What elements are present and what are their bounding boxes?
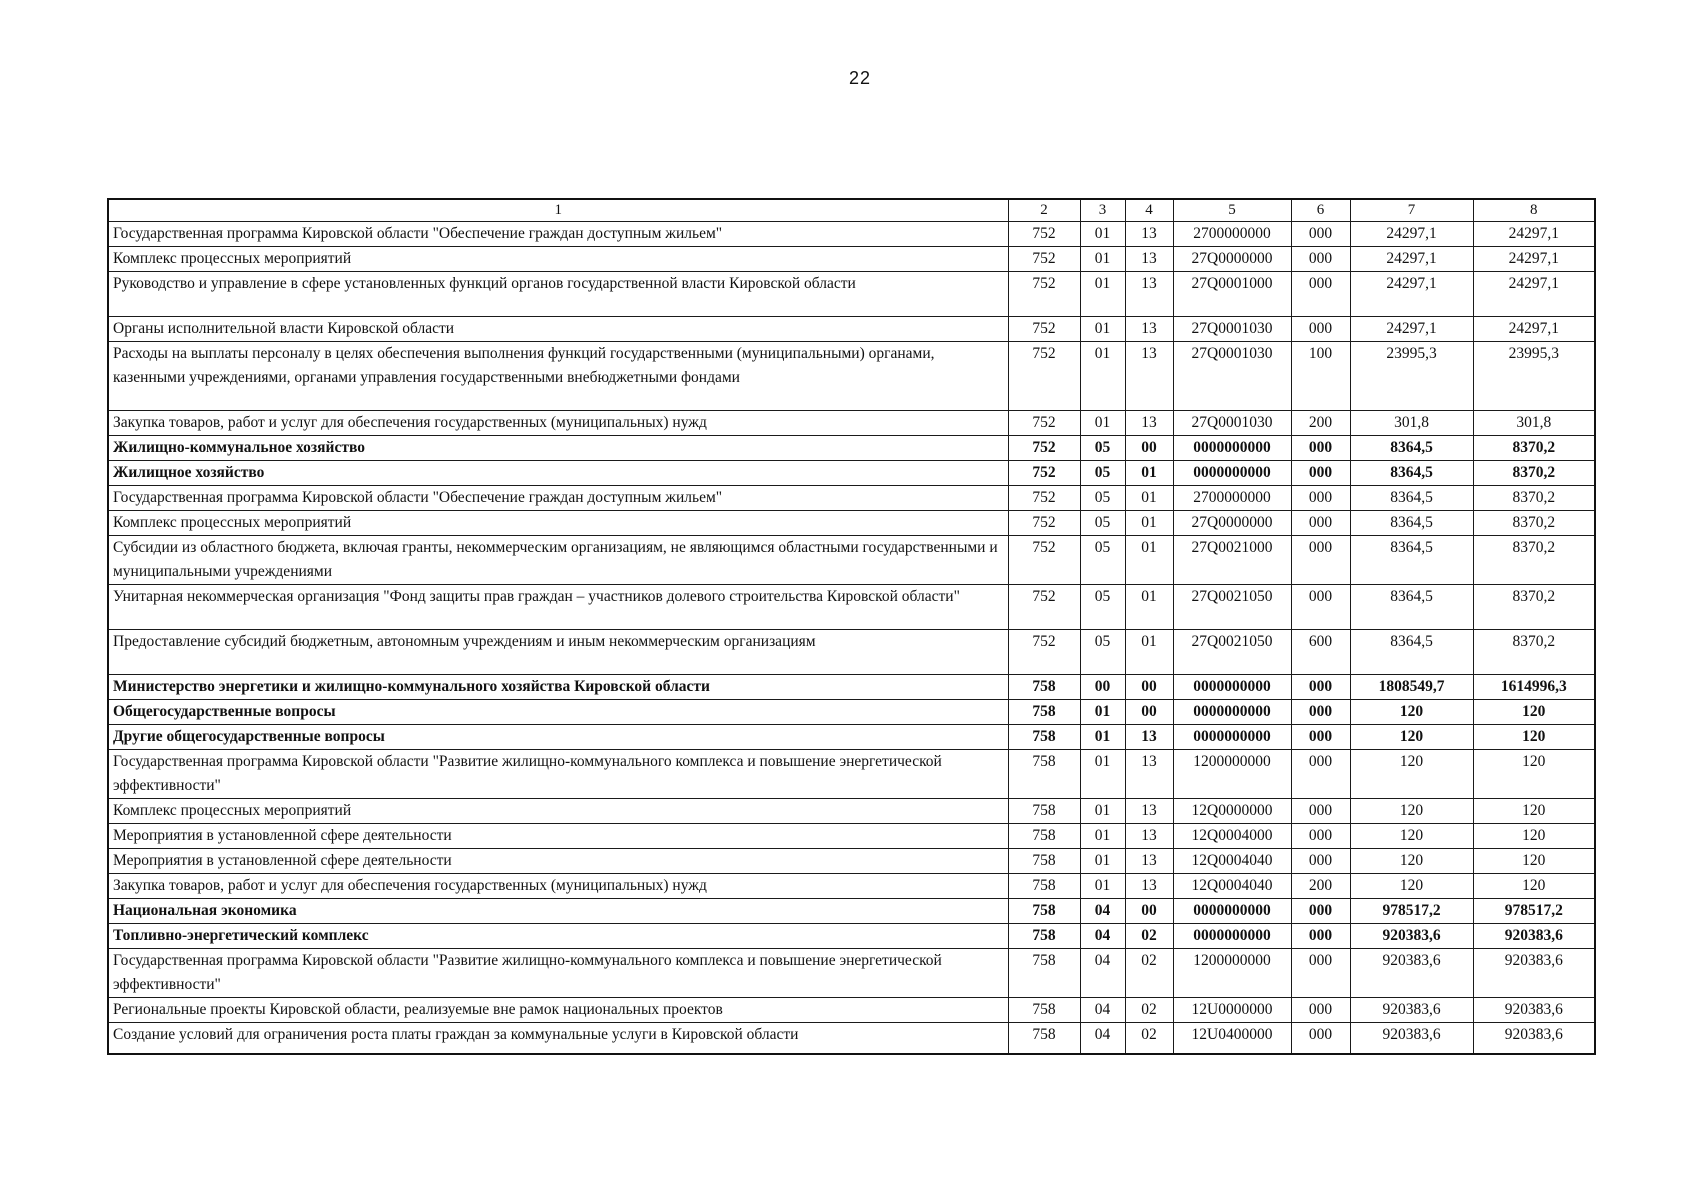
subsection-code: 13 (1125, 272, 1173, 317)
amount-year-2: 301,8 (1473, 411, 1595, 436)
amount-year-1: 120 (1350, 824, 1473, 849)
target-article-code: 27Q0021050 (1173, 585, 1291, 630)
item-name: Жилищное хозяйство (108, 461, 1008, 486)
table-row (108, 511, 1595, 536)
amount-year-1: 120 (1350, 700, 1473, 725)
expense-type-code: 000 (1291, 700, 1350, 725)
amount-year-2: 8370,2 (1473, 461, 1595, 486)
admin-code: 752 (1008, 486, 1080, 511)
table-row (108, 436, 1595, 461)
target-article-code: 27Q0001000 (1173, 272, 1291, 317)
table-row (108, 272, 1595, 317)
amount-year-2: 120 (1473, 725, 1595, 750)
subsection-code: 01 (1125, 536, 1173, 585)
expense-type-code: 000 (1291, 899, 1350, 924)
admin-code: 758 (1008, 700, 1080, 725)
item-name: Закупка товаров, работ и услуг для обеспечения государственных (муниципальных) нужд (108, 411, 1008, 436)
expense-type-code: 000 (1291, 247, 1350, 272)
section-code: 00 (1080, 675, 1125, 700)
table-row (108, 725, 1595, 750)
expense-type-code: 000 (1291, 675, 1350, 700)
item-name: Национальная экономика (108, 899, 1008, 924)
admin-code: 752 (1008, 436, 1080, 461)
amount-year-1: 920383,6 (1350, 924, 1473, 949)
admin-code: 758 (1008, 924, 1080, 949)
section-code: 01 (1080, 750, 1125, 799)
amount-year-2: 120 (1473, 799, 1595, 824)
amount-year-2: 23995,3 (1473, 342, 1595, 411)
section-code: 04 (1080, 949, 1125, 998)
subsection-code: 13 (1125, 849, 1173, 874)
admin-code: 752 (1008, 461, 1080, 486)
section-code: 01 (1080, 700, 1125, 725)
subsection-code: 01 (1125, 585, 1173, 630)
amount-year-2: 920383,6 (1473, 998, 1595, 1023)
amount-year-2: 8370,2 (1473, 585, 1595, 630)
section-code: 04 (1080, 899, 1125, 924)
amount-year-2: 24297,1 (1473, 222, 1595, 247)
item-name: Субсидии из областного бюджета, включая гранты, некоммерческим организациям, не являющимся областными государственными и муниципальными учреждениями (108, 536, 1008, 585)
admin-code: 752 (1008, 222, 1080, 247)
subsection-code: 13 (1125, 824, 1173, 849)
section-code: 01 (1080, 272, 1125, 317)
admin-code: 752 (1008, 247, 1080, 272)
amount-year-1: 120 (1350, 849, 1473, 874)
amount-year-2: 24297,1 (1473, 317, 1595, 342)
amount-year-1: 8364,5 (1350, 436, 1473, 461)
target-article-code: 2700000000 (1173, 222, 1291, 247)
item-name: Министерство энергетики и жилищно-коммунального хозяйства Кировской области (108, 675, 1008, 700)
column-header: 1 (108, 199, 1008, 222)
item-name: Жилищно-коммунальное хозяйство (108, 436, 1008, 461)
amount-year-1: 120 (1350, 874, 1473, 899)
subsection-code: 00 (1125, 899, 1173, 924)
table-row (108, 536, 1595, 585)
amount-year-1: 24297,1 (1350, 247, 1473, 272)
amount-year-2: 120 (1473, 824, 1595, 849)
target-article-code: 0000000000 (1173, 461, 1291, 486)
target-article-code: 1200000000 (1173, 750, 1291, 799)
subsection-code: 02 (1125, 949, 1173, 998)
subsection-code: 13 (1125, 799, 1173, 824)
target-article-code: 27Q0000000 (1173, 247, 1291, 272)
item-name: Унитарная некоммерческая организация "Фонд защиты прав граждан – участников долевого строительства Кировской области" (108, 585, 1008, 630)
subsection-code: 02 (1125, 998, 1173, 1023)
target-article-code: 12Q0004040 (1173, 849, 1291, 874)
expense-type-code: 000 (1291, 511, 1350, 536)
item-name: Закупка товаров, работ и услуг для обеспечения государственных (муниципальных) нужд (108, 874, 1008, 899)
section-code: 01 (1080, 849, 1125, 874)
target-article-code: 0000000000 (1173, 725, 1291, 750)
subsection-code: 01 (1125, 461, 1173, 486)
item-name: Региональные проекты Кировской области, реализуемые вне рамок национальных проектов (108, 998, 1008, 1023)
item-name: Расходы на выплаты персоналу в целях обеспечения выполнения функций государственными (муниципальными) органами, казенными учреждениями, органами управления государственными внебюджетными фондами (108, 342, 1008, 411)
amount-year-1: 1808549,7 (1350, 675, 1473, 700)
item-name: Предоставление субсидий бюджетным, автономным учреждениям и иным некоммерческим организациям (108, 630, 1008, 675)
expense-type-code: 000 (1291, 799, 1350, 824)
amount-year-2: 24297,1 (1473, 247, 1595, 272)
target-article-code: 0000000000 (1173, 924, 1291, 949)
section-code: 01 (1080, 824, 1125, 849)
expense-type-code: 000 (1291, 725, 1350, 750)
section-code: 05 (1080, 461, 1125, 486)
section-code: 05 (1080, 511, 1125, 536)
target-article-code: 12U0400000 (1173, 1023, 1291, 1055)
item-name: Создание условий для ограничения роста платы граждан за коммунальные услуги в Кировской области (108, 1023, 1008, 1055)
section-code: 04 (1080, 924, 1125, 949)
amount-year-2: 8370,2 (1473, 511, 1595, 536)
amount-year-1: 920383,6 (1350, 949, 1473, 998)
item-name: Комплекс процессных мероприятий (108, 511, 1008, 536)
amount-year-2: 120 (1473, 874, 1595, 899)
table-row (108, 750, 1595, 799)
table-row (108, 486, 1595, 511)
header-row (108, 199, 1595, 222)
expense-type-code: 200 (1291, 411, 1350, 436)
section-code: 01 (1080, 799, 1125, 824)
amount-year-1: 120 (1350, 799, 1473, 824)
item-name: Комплекс процессных мероприятий (108, 247, 1008, 272)
admin-code: 752 (1008, 317, 1080, 342)
expense-type-code: 600 (1291, 630, 1350, 675)
subsection-code: 01 (1125, 630, 1173, 675)
item-name: Другие общегосударственные вопросы (108, 725, 1008, 750)
column-header: 5 (1173, 199, 1291, 222)
target-article-code: 27Q0021000 (1173, 536, 1291, 585)
amount-year-1: 8364,5 (1350, 585, 1473, 630)
table-row (108, 675, 1595, 700)
target-article-code: 12U0000000 (1173, 998, 1291, 1023)
expense-type-code: 000 (1291, 585, 1350, 630)
amount-year-1: 920383,6 (1350, 1023, 1473, 1055)
admin-code: 752 (1008, 342, 1080, 411)
admin-code: 758 (1008, 675, 1080, 700)
amount-year-2: 24297,1 (1473, 272, 1595, 317)
item-name: Государственная программа Кировской области "Обеспечение граждан доступным жильем" (108, 486, 1008, 511)
subsection-code: 00 (1125, 675, 1173, 700)
section-code: 05 (1080, 585, 1125, 630)
item-name: Государственная программа Кировской области "Развитие жилищно-коммунального комплекса и повышение энергетической эффективности" (108, 949, 1008, 998)
subsection-code: 02 (1125, 1023, 1173, 1055)
expense-type-code: 000 (1291, 949, 1350, 998)
amount-year-2: 8370,2 (1473, 630, 1595, 675)
target-article-code: 27Q0001030 (1173, 317, 1291, 342)
amount-year-1: 120 (1350, 750, 1473, 799)
amount-year-2: 8370,2 (1473, 486, 1595, 511)
item-name: Государственная программа Кировской области "Обеспечение граждан доступным жильем" (108, 222, 1008, 247)
amount-year-1: 8364,5 (1350, 536, 1473, 585)
admin-code: 758 (1008, 750, 1080, 799)
admin-code: 752 (1008, 536, 1080, 585)
column-header: 3 (1080, 199, 1125, 222)
table-row (108, 1023, 1595, 1055)
subsection-code: 13 (1125, 222, 1173, 247)
subsection-code: 13 (1125, 247, 1173, 272)
item-name: Государственная программа Кировской области "Развитие жилищно-коммунального комплекса и повышение энергетической эффективности" (108, 750, 1008, 799)
column-header: 2 (1008, 199, 1080, 222)
section-code: 05 (1080, 486, 1125, 511)
admin-code: 752 (1008, 511, 1080, 536)
amount-year-2: 120 (1473, 750, 1595, 799)
budget-table (107, 198, 1596, 1055)
subsection-code: 13 (1125, 874, 1173, 899)
table-row (108, 342, 1595, 411)
expense-type-code: 000 (1291, 317, 1350, 342)
expense-type-code: 100 (1291, 342, 1350, 411)
expense-type-code: 000 (1291, 750, 1350, 799)
section-code: 04 (1080, 998, 1125, 1023)
table-row (108, 899, 1595, 924)
admin-code: 758 (1008, 874, 1080, 899)
target-article-code: 0000000000 (1173, 436, 1291, 461)
amount-year-1: 23995,3 (1350, 342, 1473, 411)
expense-type-code: 000 (1291, 824, 1350, 849)
admin-code: 752 (1008, 630, 1080, 675)
amount-year-1: 301,8 (1350, 411, 1473, 436)
expense-type-code: 000 (1291, 849, 1350, 874)
table-row (108, 824, 1595, 849)
amount-year-1: 920383,6 (1350, 998, 1473, 1023)
item-name: Комплекс процессных мероприятий (108, 799, 1008, 824)
table-row (108, 461, 1595, 486)
target-article-code: 0000000000 (1173, 700, 1291, 725)
section-code: 01 (1080, 317, 1125, 342)
subsection-code: 02 (1125, 924, 1173, 949)
admin-code: 752 (1008, 411, 1080, 436)
expense-type-code: 000 (1291, 272, 1350, 317)
amount-year-2: 8370,2 (1473, 536, 1595, 585)
expense-type-code: 200 (1291, 874, 1350, 899)
section-code: 04 (1080, 1023, 1125, 1055)
section-code: 01 (1080, 222, 1125, 247)
amount-year-2: 920383,6 (1473, 949, 1595, 998)
subsection-code: 01 (1125, 511, 1173, 536)
target-article-code: 27Q0000000 (1173, 511, 1291, 536)
item-name: Руководство и управление в сфере установленных функций органов государственной власти Кировской области (108, 272, 1008, 317)
admin-code: 758 (1008, 899, 1080, 924)
table-row (108, 799, 1595, 824)
admin-code: 758 (1008, 1023, 1080, 1055)
target-article-code: 27Q0001030 (1173, 342, 1291, 411)
amount-year-1: 24297,1 (1350, 317, 1473, 342)
amount-year-2: 120 (1473, 700, 1595, 725)
amount-year-1: 8364,5 (1350, 486, 1473, 511)
table-row (108, 924, 1595, 949)
subsection-code: 13 (1125, 750, 1173, 799)
target-article-code: 2700000000 (1173, 486, 1291, 511)
section-code: 05 (1080, 436, 1125, 461)
expense-type-code: 000 (1291, 536, 1350, 585)
table-row (108, 411, 1595, 436)
column-header: 7 (1350, 199, 1473, 222)
amount-year-2: 120 (1473, 849, 1595, 874)
target-article-code: 0000000000 (1173, 899, 1291, 924)
amount-year-1: 120 (1350, 725, 1473, 750)
subsection-code: 00 (1125, 436, 1173, 461)
section-code: 01 (1080, 411, 1125, 436)
table-row (108, 222, 1595, 247)
amount-year-1: 8364,5 (1350, 630, 1473, 675)
section-code: 01 (1080, 342, 1125, 411)
expense-type-code: 000 (1291, 486, 1350, 511)
table-row (108, 630, 1595, 675)
admin-code: 758 (1008, 849, 1080, 874)
expense-type-code: 000 (1291, 924, 1350, 949)
amount-year-2: 8370,2 (1473, 436, 1595, 461)
section-code: 01 (1080, 874, 1125, 899)
amount-year-2: 920383,6 (1473, 1023, 1595, 1055)
section-code: 05 (1080, 536, 1125, 585)
amount-year-2: 920383,6 (1473, 924, 1595, 949)
admin-code: 752 (1008, 272, 1080, 317)
target-article-code: 12Q0004000 (1173, 824, 1291, 849)
expense-type-code: 000 (1291, 436, 1350, 461)
table-row (108, 700, 1595, 725)
target-article-code: 27Q0001030 (1173, 411, 1291, 436)
subsection-code: 13 (1125, 411, 1173, 436)
amount-year-1: 8364,5 (1350, 461, 1473, 486)
admin-code: 758 (1008, 799, 1080, 824)
admin-code: 758 (1008, 824, 1080, 849)
admin-code: 758 (1008, 998, 1080, 1023)
amount-year-2: 978517,2 (1473, 899, 1595, 924)
table-row (108, 874, 1595, 899)
target-article-code: 12Q0000000 (1173, 799, 1291, 824)
subsection-code: 13 (1125, 725, 1173, 750)
subsection-code: 01 (1125, 486, 1173, 511)
table-row (108, 998, 1595, 1023)
subsection-code: 00 (1125, 700, 1173, 725)
expense-type-code: 000 (1291, 461, 1350, 486)
item-name: Общегосударственные вопросы (108, 700, 1008, 725)
page-number: 22 (848, 68, 872, 88)
table-row (108, 247, 1595, 272)
table-body (108, 222, 1595, 1055)
amount-year-1: 24297,1 (1350, 272, 1473, 317)
amount-year-2: 1614996,3 (1473, 675, 1595, 700)
section-code: 01 (1080, 247, 1125, 272)
item-name: Мероприятия в установленной сфере деятельности (108, 849, 1008, 874)
section-code: 01 (1080, 725, 1125, 750)
column-header: 6 (1291, 199, 1350, 222)
expense-type-code: 000 (1291, 222, 1350, 247)
target-article-code: 1200000000 (1173, 949, 1291, 998)
table-row (108, 949, 1595, 998)
subsection-code: 13 (1125, 342, 1173, 411)
item-name: Топливно-энергетический комплекс (108, 924, 1008, 949)
section-code: 05 (1080, 630, 1125, 675)
target-article-code: 27Q0021050 (1173, 630, 1291, 675)
table-row (108, 849, 1595, 874)
amount-year-1: 978517,2 (1350, 899, 1473, 924)
table-row (108, 585, 1595, 630)
admin-code: 758 (1008, 949, 1080, 998)
expense-type-code: 000 (1291, 1023, 1350, 1055)
target-article-code: 12Q0004040 (1173, 874, 1291, 899)
table-row (108, 317, 1595, 342)
amount-year-1: 8364,5 (1350, 511, 1473, 536)
column-header: 8 (1473, 199, 1595, 222)
item-name: Мероприятия в установленной сфере деятельности (108, 824, 1008, 849)
expense-type-code: 000 (1291, 998, 1350, 1023)
admin-code: 758 (1008, 725, 1080, 750)
admin-code: 752 (1008, 585, 1080, 630)
column-header: 4 (1125, 199, 1173, 222)
item-name: Органы исполнительной власти Кировской области (108, 317, 1008, 342)
subsection-code: 13 (1125, 317, 1173, 342)
amount-year-1: 24297,1 (1350, 222, 1473, 247)
target-article-code: 0000000000 (1173, 675, 1291, 700)
